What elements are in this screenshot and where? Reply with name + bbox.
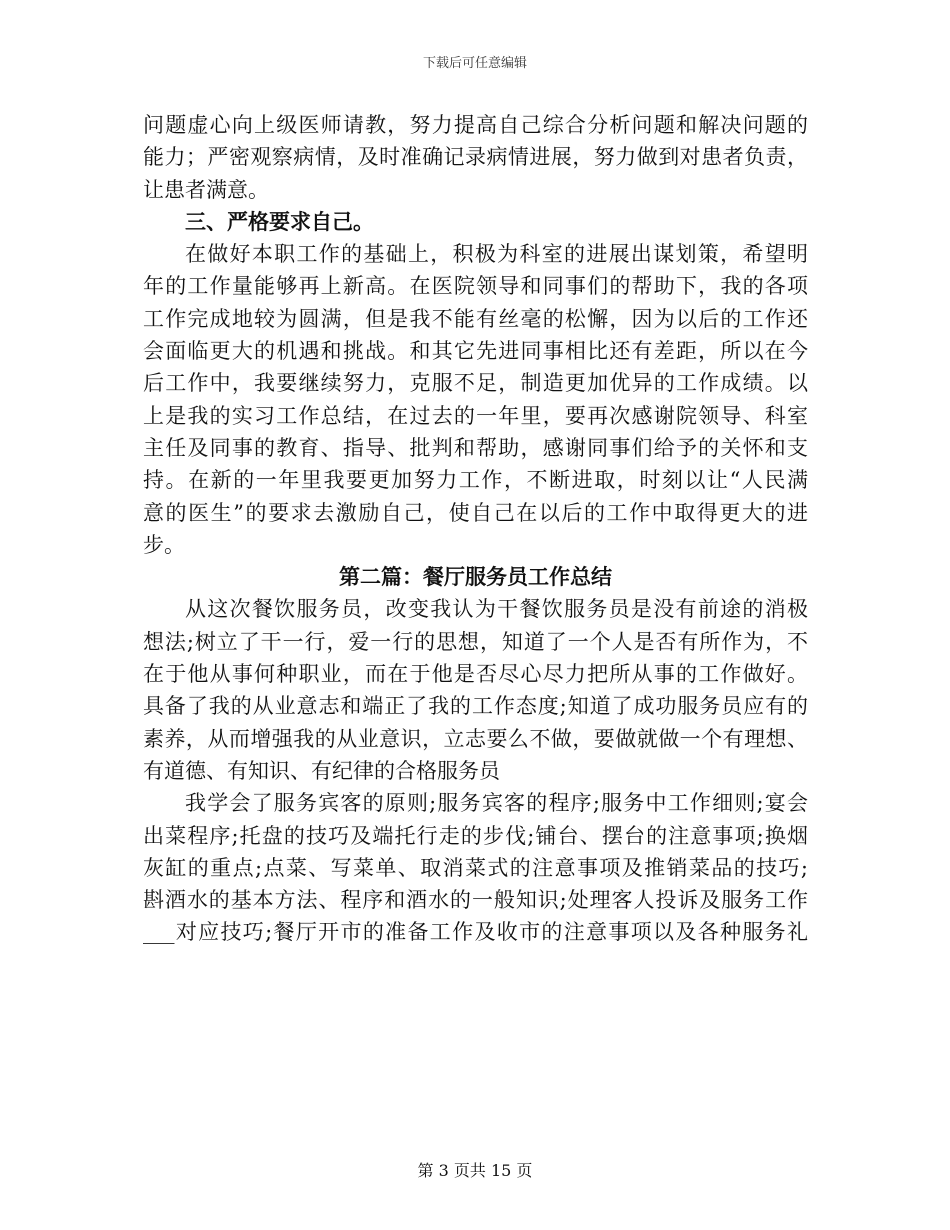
para2-line-2: 年的工作量能够再上新高。在医院领导和同事们的帮助下，我的各项 [143,274,808,299]
page-header-note: 下载后可任意编辑 [422,56,527,71]
para3-line-1: 从这次餐饮服务员，改变我认为干餐饮服务员是没有前途的消极 [185,597,808,622]
para3-line-2: 想法;树立了干一行，爱一行的思想，知道了一个人是否有所作为，不 [143,629,808,654]
para2-line-6: 上是我的实习工作总结，在过去的一年里，要再次感谢院领导、科室 [143,403,808,428]
para2-line-9: 意的医生”的要求去激励自己，使自己在以后的工作中取得更大的进 [143,500,808,525]
para4-line-1: 我学会了服务宾客的原则;服务宾客的程序;服务中工作细则;宴会 [185,791,808,816]
para2-line-3: 工作完成地较为圆满，但是我不能有丝毫的松懈，因为以后的工作还 [143,306,808,331]
page-number-footer: 第 3 页共 15 页 [417,1161,533,1180]
para1-line-3: 让患者满意。 [143,177,269,202]
para4-line-5: ___对应技巧;餐厅开市的准备工作及收市的注意事项以及各种服务礼 [143,920,808,945]
para2-line-4: 会面临更大的机遇和挑战。和其它先进同事相比还有差距，所以在今 [143,339,808,364]
para2-line-1: 在做好本职工作的基础上，积极为科室的进展出谋划策，希望明 [185,242,808,267]
para3-line-6: 有道德、有知识、有纪律的合格服务员 [143,758,500,783]
para2-line-10: 步。 [143,532,185,557]
para4-line-2: 出菜程序;托盘的技巧及端托行走的步伐;铺台、摆台的注意事项;换烟 [143,823,808,848]
para3-line-4: 具备了我的从业意志和端正了我的工作态度;知道了成功服务员应有的 [143,694,808,719]
para4-line-3: 灰缸的重点;点菜、写菜单、取消菜式的注意事项及推销菜品的技巧; [143,855,808,880]
para1-line-2: 能力；严密观察病情，及时准确记录病情进展，努力做到对患者负责， [143,145,808,170]
section-2-title: 第二篇：餐厅服务员工作总结 [339,564,612,590]
para2-line-5: 后工作中，我要继续努力，克服不足，制造更加优异的工作成绩。以 [143,371,808,396]
para3-line-5: 素养，从而增强我的从业意识，立志要么不做，要做就做一个有理想、 [143,726,808,751]
para2-line-7: 主任及同事的教育、指导、批判和帮助，感谢同事们给予的关怀和支 [143,435,808,460]
section-heading-3: 三、严格要求自己。 [185,208,374,234]
para2-line-8: 持。在新的一年里我要更加努力工作，不断进取，时刻以让“人民满 [143,468,808,493]
para3-line-3: 在于他从事何种职业，而在于他是否尽心尽力把所从事的工作做好。 [143,662,808,687]
para1-line-1: 问题虚心向上级医师请教，努力提高自己综合分析问题和解决问题的 [143,113,808,137]
document-body [143,109,808,949]
para4-line-4: 斟酒水的基本方法、程序和酒水的一般知识;处理客人投诉及服务工作 [143,888,808,913]
